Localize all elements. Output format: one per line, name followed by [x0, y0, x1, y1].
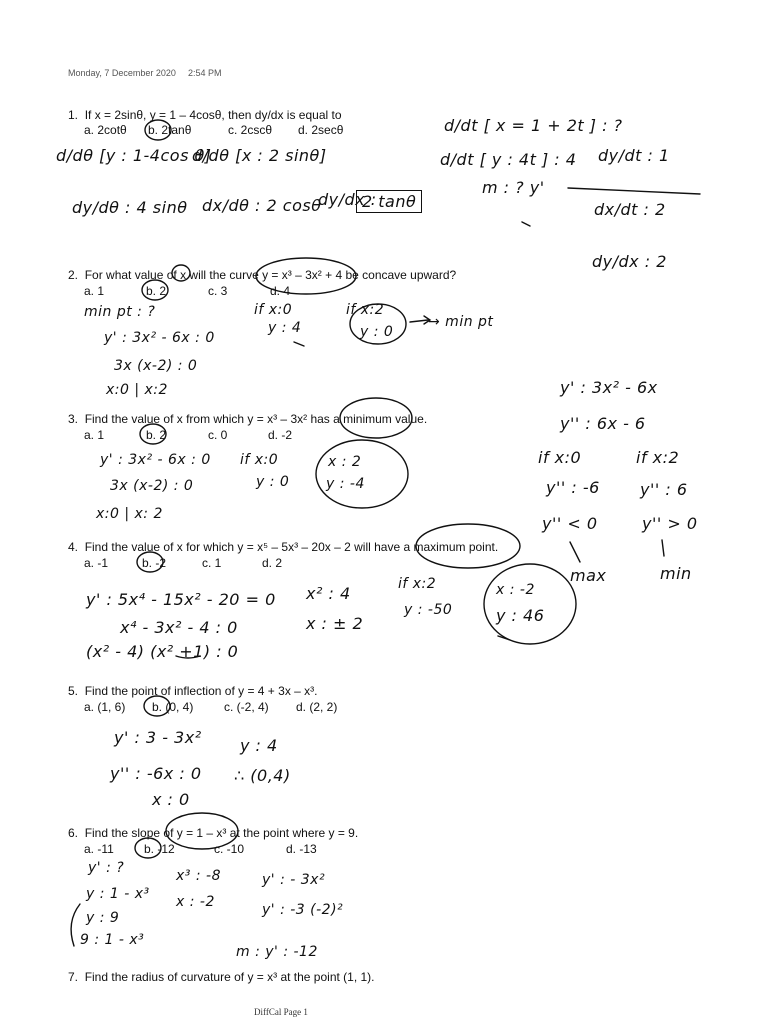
handwritten-note: m : y' : -12 — [236, 944, 318, 960]
handwritten-note: ∴ (0,4) — [234, 766, 291, 785]
handwritten-note: dy/dx : 2 — [592, 252, 667, 271]
handwritten-note: y : 9 — [86, 910, 120, 926]
handwritten-note: d/dt [ x = 1 + 2t ] : ? — [444, 116, 623, 135]
question-7 — [68, 970, 375, 984]
handwritten-note: y'' : -6x : 0 — [110, 764, 202, 783]
handwritten-note: if x:0 — [538, 448, 582, 467]
handwritten-note: (x² - 4) (x² +1) : 0 — [86, 642, 239, 661]
handwritten-note: y'' < 0 — [542, 514, 598, 533]
question-number: 3. — [68, 412, 79, 426]
options-1 — [84, 123, 404, 138]
option-a: a. (1, 6) — [84, 700, 126, 714]
question-number: 2. — [68, 268, 79, 282]
handwritten-note: y : -50 — [404, 602, 453, 618]
handwritten-note: m : ? y' — [482, 178, 545, 197]
option-d: d. (2, 2) — [296, 700, 338, 714]
handwritten-note: x : 2 — [328, 454, 362, 470]
option-d: d. -13 — [286, 842, 317, 856]
handwritten-note: dy/dx : — [318, 190, 377, 209]
question-1 — [68, 108, 342, 122]
question-number: 6. — [68, 826, 79, 840]
handwritten-note: y : 46 — [496, 606, 545, 625]
handwritten-note: if x:2 — [346, 302, 385, 318]
handwritten-note: min — [660, 564, 692, 583]
question-text: Find the value of x for which y = x⁵ – 5x³ – 20x – 2 will have a maximum point. — [84, 540, 499, 554]
bracket-stroke — [71, 904, 80, 946]
handwritten-note: y' : -3 (-2)² — [262, 902, 344, 918]
handwritten-note: if x:2 — [636, 448, 680, 467]
option-a: a. 1 — [84, 284, 105, 298]
option-a: a. -11 — [84, 842, 114, 856]
handwritten-note: y' : 3x² - 6x : 0 — [104, 330, 215, 346]
option-a: a. 1 — [84, 428, 105, 442]
options-6 — [84, 842, 404, 857]
option-b: b. -2 — [142, 556, 167, 570]
handwritten-note: if x:2 — [398, 576, 437, 592]
result-circle — [484, 564, 576, 644]
option-c: c. 3 — [208, 284, 228, 298]
handwritten-note: y'' : -6 — [546, 478, 600, 497]
options-4 — [84, 556, 404, 571]
handwritten-note: x : -2 — [176, 894, 215, 910]
handwritten-note: d/dt [ y : 4t ] : 4 — [440, 150, 577, 169]
handwritten-note: dx/dθ : 2 cosθ — [202, 196, 322, 215]
handwritten-note: x:0 | x: 2 — [96, 506, 163, 522]
arrow-stroke — [410, 320, 428, 322]
option-c: c. -10 — [214, 842, 245, 856]
question-number: 1. — [68, 108, 79, 122]
note-time: 2:54 PM — [188, 68, 222, 78]
question-3 — [68, 412, 427, 426]
handwritten-note: dy/dt : 1 — [598, 146, 670, 165]
question-text: Find the value of x from which y = x³ – 3x² has a minimum value. — [84, 412, 428, 426]
option-d: d. 4 — [270, 284, 291, 298]
handwritten-note: y' : 3x² - 6x : 0 — [100, 452, 211, 468]
handwritten-note: x : ± 2 — [306, 614, 364, 633]
underline-stroke — [294, 342, 304, 346]
handwritten-note: y' : 5x⁴ - 15x² - 20 = 0 — [86, 590, 276, 609]
handwritten-note: y : 4 — [268, 320, 302, 336]
question-4 — [68, 540, 498, 554]
handwritten-note: y : -4 — [326, 476, 365, 492]
question-text: If x = 2sinθ, y = 1 – 4cosθ, then dy/dx is equal to — [84, 108, 342, 122]
handwritten-note: x : -2 — [496, 582, 535, 598]
option-b: b. 2tanθ — [148, 123, 192, 137]
handwritten-note: y' : 3x² - 6x — [560, 378, 658, 397]
handwritten-note: x : 0 — [152, 790, 190, 809]
handwritten-note: x² : 4 — [306, 584, 351, 603]
handwritten-note: dy/dθ : 4 sinθ — [72, 198, 188, 217]
handwritten-answer-box: 2 tanθ — [356, 190, 422, 213]
handwritten-note: y : 0 — [256, 474, 290, 490]
handwritten-note: max — [570, 566, 607, 585]
option-b: b. 2 — [146, 428, 167, 442]
handwritten-note: 3x (x-2) : 0 — [114, 358, 198, 374]
handwritten-note: y'' : 6 — [640, 480, 688, 499]
handwritten-note: y : 1 - x³ — [86, 886, 150, 902]
option-d: d. -2 — [268, 428, 293, 442]
option-c: c. 0 — [208, 428, 228, 442]
arrow-stroke — [570, 542, 580, 562]
page-footer: DiffCal Page 1 — [254, 1007, 308, 1017]
handwritten-note: → min pt — [428, 314, 494, 330]
question-5 — [68, 684, 318, 698]
handwritten-note: 9 : 1 - x³ — [80, 932, 145, 948]
note-date: Monday, 7 December 2020 — [68, 68, 176, 78]
handwritten-note: y : 4 — [240, 736, 278, 755]
handwritten-note: y'' : 6x - 6 — [560, 414, 646, 433]
handwritten-note: x⁴ - 3x² - 4 : 0 — [120, 618, 238, 637]
question-text: Find the slope of y = 1 – x³ at the point where y = 9. — [84, 826, 359, 840]
question-2 — [68, 268, 456, 282]
question-number: 4. — [68, 540, 79, 554]
options-3 — [84, 428, 404, 443]
handwritten-note: d/dθ [x : 2 sinθ] — [192, 146, 327, 165]
handwritten-note: y' : ? — [88, 860, 125, 876]
option-c: c. (-2, 4) — [224, 700, 269, 714]
handwritten-note: if x:0 — [240, 452, 279, 468]
fraction-line — [568, 188, 700, 194]
handwritten-note: min pt : ? — [84, 304, 156, 320]
handwritten-note: 3x (x-2) : 0 — [110, 478, 194, 494]
options-5 — [84, 700, 404, 715]
handwritten-note: y' : 3 - 3x² — [114, 728, 202, 747]
option-d: d. 2secθ — [298, 123, 344, 137]
handwritten-note: x³ : -8 — [176, 868, 221, 884]
option-b: b. 2 — [146, 284, 167, 298]
handwritten-note: x:0 | x:2 — [106, 382, 168, 398]
handwritten-note: y'' > 0 — [642, 514, 698, 533]
handwritten-note: y' : - 3x² — [262, 872, 326, 888]
question-6 — [68, 826, 358, 840]
option-a: a. -1 — [84, 556, 109, 570]
question-text: Find the radius of curvature of y = x³ at the point (1, 1). — [84, 970, 375, 984]
option-c: c. 2cscθ — [228, 123, 273, 137]
option-d: d. 2 — [262, 556, 283, 570]
handwritten-note: d/dθ [y : 1-4cos θ] — [56, 146, 212, 165]
result-circle — [316, 440, 408, 508]
option-b: b. (0, 4) — [152, 700, 194, 714]
handwritten-note: dx/dt : 2 — [594, 200, 666, 219]
option-b: b. -12 — [144, 842, 175, 856]
question-number: 5. — [68, 684, 79, 698]
question-number: 7. — [68, 970, 79, 984]
option-c: c. 1 — [202, 556, 222, 570]
question-text: Find the point of inflection of y = 4 + 3x – x³. — [84, 684, 318, 698]
arrow-stroke — [662, 540, 664, 556]
handwritten-note: y : 0 — [360, 324, 394, 340]
underline-stroke — [498, 636, 510, 640]
option-a: a. 2cotθ — [84, 123, 127, 137]
handwritten-note: if x:0 — [254, 302, 293, 318]
options-2 — [84, 284, 404, 299]
question-text: For what value of x will the curve y = x³ – 3x² + 4 be concave upward? — [84, 268, 457, 282]
tick-stroke — [522, 222, 530, 226]
